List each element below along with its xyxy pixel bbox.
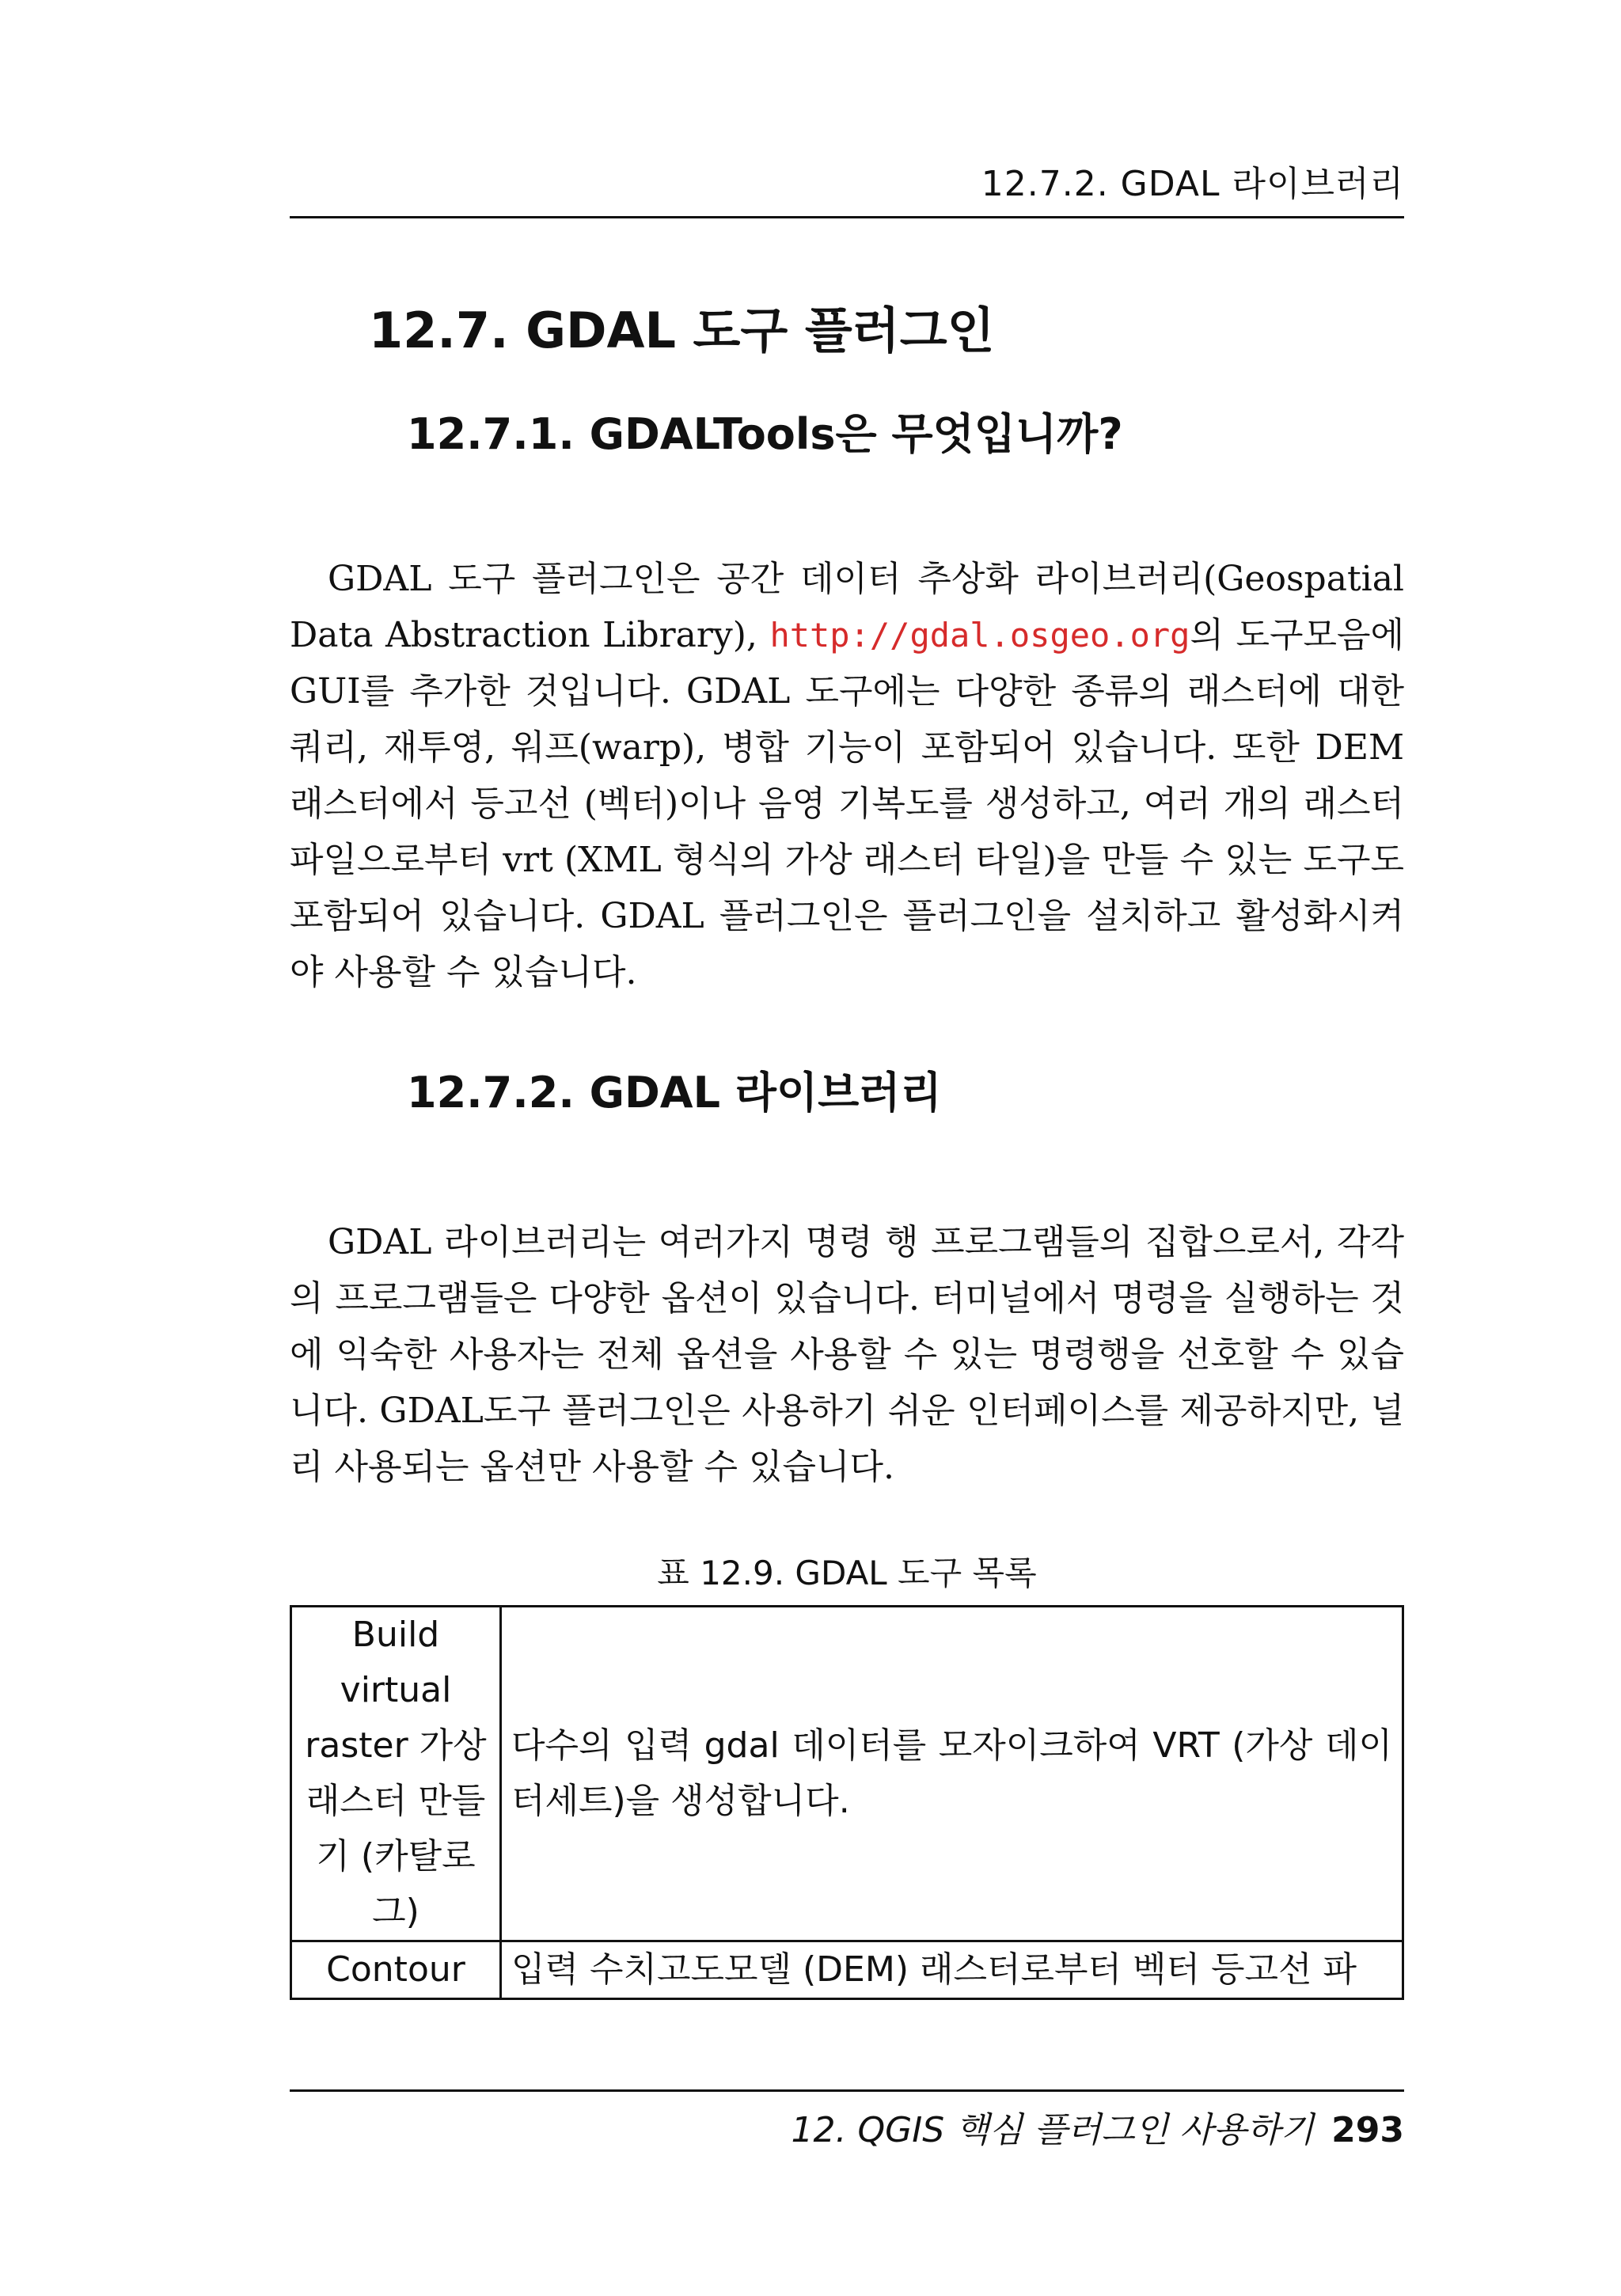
table-row xyxy=(291,1941,1403,1999)
tool-description-cell: 다수의 입력 gdal 데이터를 모자이크하여 VRT (가상 데이터세트)을 생성합니다. xyxy=(501,1607,1403,1941)
tool-name-cell: Contour xyxy=(291,1941,501,1999)
gdal-link[interactable]: http://gdal.osgeo.org xyxy=(769,616,1190,655)
tool-description-cell: 입력 수치고도모델 (DEM) 래스터로부터 벡터 등고선 파 xyxy=(501,1941,1403,1999)
subsection-title-1: 12.7.1. GDALTools은 무엇입니까? xyxy=(407,409,1123,459)
paragraph-gdaltools xyxy=(290,551,1404,1000)
paragraph-gdal-library: GDAL 라이브러리는 여러가지 명령 행 프로그램들의 집합으로서, 각각의 프로그램들은 다양한 옵션이 있습니다. 터미널에서 명령을 실행하는 것에 익숙한 사용자는 전체 옵션을 사용할 수 있는 명령행을 선호할 수 있습니다. GDAL도구 플러그인은 사용하기 쉬운 인터페이스를 제공하지만, 널리 사용되는 옵션만 사용할 수 있습니다. xyxy=(290,1222,1404,1487)
page-footer xyxy=(290,2101,1404,2152)
table-caption: 표 12.9. GDAL 도구 목록 xyxy=(657,1554,1037,1592)
subsection-title-2: 12.7.2. GDAL 라이브러리 xyxy=(407,1068,942,1118)
tool-name-cell: Build virtual raster 가상 래스터 만들기 (카탈로그) xyxy=(291,1607,501,1941)
header-rule xyxy=(290,216,1404,218)
page-number: 293 xyxy=(1331,2110,1404,2150)
footer-rule xyxy=(290,2089,1404,2092)
paragraph-text: 의 도구모음에 GUI를 추가한 것입니다. GDAL 도구에는 다양한 종류의 래스터에 대한 쿼리, 재투영, 워프(warp), 병합 기능이 포함되어 있습니다. 또한 DEM 래스터에서 등고선 (벡터)이나 음영 기복도를 생성하고, 여러 개의 래스터 파일으로부터 vrt (XML 형식의 가상 래스터 타일)을 만들 수 있는 도구도 포함되어 있습니다. GDAL 플러그인은 플러그인을 설치하고 활성화시켜야 사용할 수 있습니다. xyxy=(290,615,1404,992)
paragraph-text: GDAL 도구 플러그인은 공간 데이터 추상화 라이브러리(Geospatial Data Abstraction Library), xyxy=(290,559,1404,655)
section-title: 12.7. GDAL 도구 플러그인 xyxy=(369,302,995,359)
table-row xyxy=(291,1607,1403,1941)
running-header: 12.7.2. GDAL 라이브러리 xyxy=(981,164,1404,204)
footer-chapter: 12. QGIS 핵심 플러그인 사용하기 xyxy=(791,2110,1315,2150)
gdal-tools-table xyxy=(290,1605,1404,2000)
